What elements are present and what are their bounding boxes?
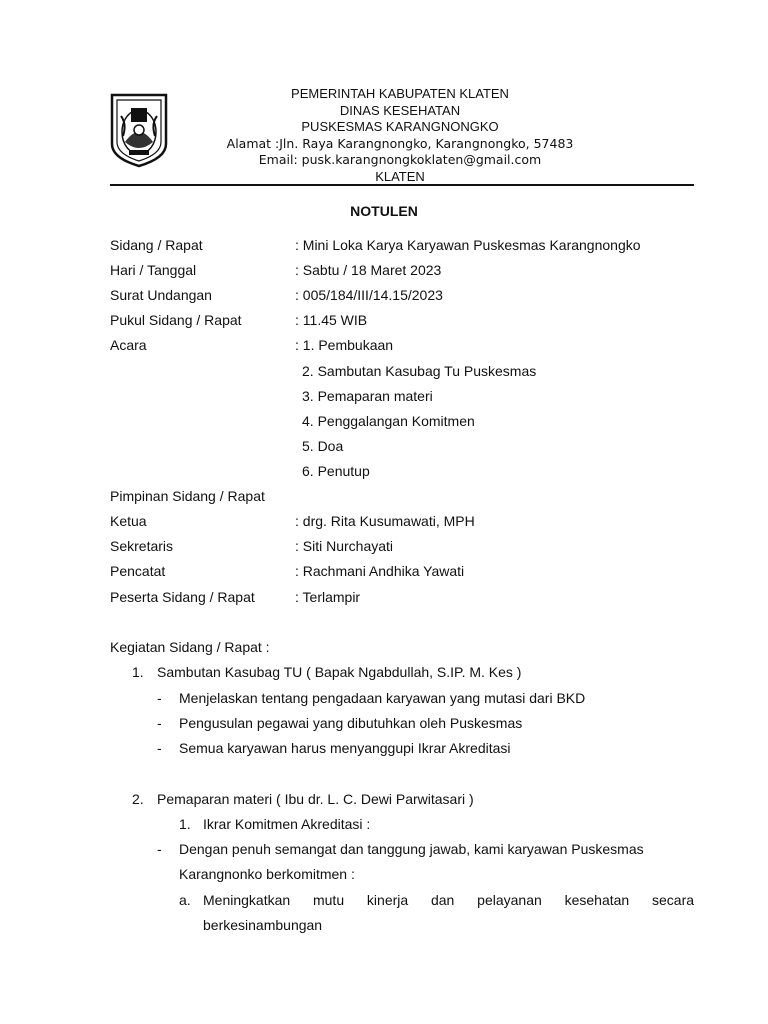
field-value-hari: : Sabtu / 18 Maret 2023 [295, 262, 442, 278]
kegiatan-item-1: Sambutan Kasubag TU ( Bapak Ngabdullah, S.IP. M. Kes ) [157, 664, 522, 680]
letterhead-address: Alamat :Jln. Raya Karangnongko, Karangnongko, 57483 [226, 135, 574, 151]
sub-item-ikrar: Ikrar Komitmen Akreditasi : [203, 816, 371, 832]
alpha-list-label: a. [179, 892, 191, 908]
bullet-item: Pengusulan pegawai yang dibutuhkan oleh Puskesmas [179, 715, 523, 731]
field-value-sidang: : Mini Loka Karya Karyawan Puskesmas Karangnongko [295, 237, 641, 253]
sub-list-number: 1. [179, 816, 191, 832]
field-value-ketua: : drg. Rita Kusumawati, MPH [295, 513, 475, 529]
commitment-a-line-1 [203, 891, 694, 909]
field-label-surat: Surat Undangan [110, 287, 212, 303]
bullet-item: Menjelaskan tentang pengadaan karyawan yang mutasi dari BKD [179, 690, 586, 706]
kegiatan-heading: Kegiatan Sidang / Rapat : [110, 639, 270, 655]
bullet-item: Semua karyawan harus menyanggupi Ikrar Akreditasi [179, 740, 511, 756]
agenda-item: 5. Doa [302, 438, 344, 454]
bullet-dash: - [157, 841, 162, 857]
field-label-acara: Acara [110, 337, 147, 353]
field-label-pencatat: Pencatat [110, 563, 166, 579]
field-label-sidang: Sidang / Rapat [110, 237, 203, 253]
kegiatan-item-2: Pemaparan materi ( Ibu dr. L. C. Dewi Parwitasari ) [157, 791, 474, 807]
letterhead [150, 86, 650, 186]
document-title: NOTULEN [350, 203, 418, 219]
letterhead-divider [110, 184, 694, 186]
letterhead-email: Email: pusk.karangnongkoklaten@gmail.com [258, 152, 542, 168]
field-value-surat: : 005/184/III/14.15/2023 [295, 287, 443, 303]
field-value-pencatat: : Rachmani Andhika Yawati [295, 563, 465, 579]
field-value-peserta: : Terlampir [295, 589, 361, 605]
pimpinan-heading: Pimpinan Sidang / Rapat [110, 488, 265, 504]
letterhead-government: PEMERINTAH KABUPATEN KLATEN [291, 86, 509, 101]
agenda-item: 6. Penutup [302, 463, 370, 479]
bullet-dash: - [157, 690, 162, 706]
bullet-dash: - [157, 715, 162, 731]
field-label-hari: Hari / Tanggal [110, 262, 197, 278]
word: secara [652, 892, 695, 908]
commitment-paragraph-line-1: Dengan penuh semangat dan tanggung jawab, kami karyawan Puskesmas [179, 841, 644, 857]
list-number: 1. [132, 664, 144, 680]
word: dan [430, 892, 455, 908]
field-label-ketua: Ketua [110, 513, 147, 529]
letterhead-agency: DINAS KESEHATAN [339, 102, 461, 118]
field-value-acara: : 1. Pembukaan [295, 337, 394, 353]
bullet-dash: - [157, 740, 162, 756]
word: kesehatan [564, 892, 630, 908]
agenda-item: 3. Pemaparan materi [302, 388, 433, 404]
word: Meningkatkan [203, 892, 291, 908]
letterhead-city: KLATEN [375, 168, 425, 184]
list-number: 2. [132, 791, 144, 807]
agenda-item: 4. Penggalangan Komitmen [302, 413, 475, 429]
field-label-sekretaris: Sekretaris [110, 538, 174, 554]
agenda-item: 2. Sambutan Kasubag Tu Puskesmas [302, 363, 537, 379]
word: pelayanan [477, 892, 542, 908]
field-label-pukul: Pukul Sidang / Rapat [110, 312, 242, 328]
word: mutu [312, 892, 345, 908]
word: kinerja [366, 892, 409, 908]
field-value-sekretaris: : Siti Nurchayati [295, 538, 394, 554]
letterhead-puskesmas: PUSKESMAS KARANGNONGKO [301, 119, 499, 135]
commitment-a-line-2: berkesinambungan [203, 917, 323, 933]
field-label-peserta: Peserta Sidang / Rapat [110, 589, 255, 605]
commitment-paragraph-line-2: Karangnonko berkomitmen : [179, 866, 355, 882]
field-value-pukul: : 11.45 WIB [295, 312, 368, 328]
